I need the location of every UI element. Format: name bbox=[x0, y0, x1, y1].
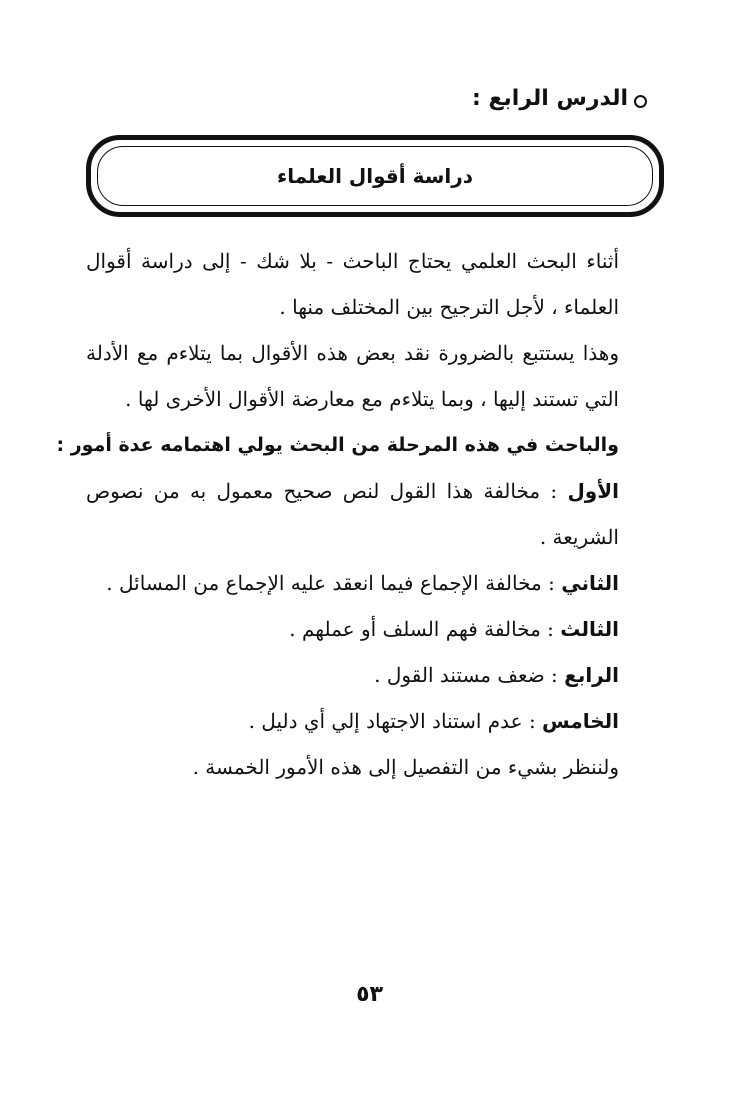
list-item-first bbox=[86, 468, 619, 560]
intro-bold-line: والباحث في هذه المرحلة من البحث يولي اهتمامه عدة أمور : bbox=[56, 434, 619, 456]
item-text: : ضعف مستند القول . bbox=[374, 663, 565, 687]
lesson-heading bbox=[472, 86, 647, 111]
item-term: الخامس bbox=[542, 709, 619, 733]
item-text: : مخالفة الإجماع فيما انعقد عليه الإجماع من المسائل . bbox=[106, 571, 562, 595]
list-item bbox=[106, 698, 619, 744]
paragraph-2: وهذا يستتبع بالضرورة نقد بعض هذه الأقوال بما يتلاءم مع الأدلة التي تستند إليها ، وبما يتلاءم مع معارضة الأقوال الأخرى لها . bbox=[86, 341, 619, 411]
item-text: : مخالفة فهم السلف أو عملهم . bbox=[289, 617, 561, 641]
title-frame-inner bbox=[97, 146, 653, 206]
item-text: : عدم استناد الاجتهاد إلي أي دليل . bbox=[248, 709, 543, 733]
item-term: الرابع bbox=[564, 663, 619, 687]
item-text: : مخالفة هذا القول لنص صحيح معمول به من نصوص الشريعة . bbox=[86, 479, 619, 549]
list-item bbox=[106, 606, 619, 652]
closing-line: ولننظر بشيء من التفصيل إلى هذه الأمور الخمسة . bbox=[192, 755, 619, 779]
list-item bbox=[106, 652, 619, 698]
section-title: دراسة أقوال العلماء bbox=[277, 164, 474, 188]
ring-bullet-icon bbox=[634, 95, 647, 108]
item-term: الثاني bbox=[561, 571, 619, 595]
item-term: الثالث bbox=[560, 617, 619, 641]
body-text bbox=[56, 238, 619, 560]
title-frame bbox=[86, 135, 664, 217]
item-term: الأول bbox=[567, 479, 619, 503]
lesson-heading-text: الدرس الرابع : bbox=[472, 86, 628, 111]
list-item bbox=[106, 560, 619, 606]
items-list bbox=[106, 560, 619, 790]
page-number: ٥٣ bbox=[356, 982, 383, 1007]
paragraph-1: أثناء البحث العلمي يحتاج الباحث - بلا شك - إلى دراسة أقوال العلماء ، لأجل الترجيح بين المختلف منها . bbox=[86, 249, 619, 319]
